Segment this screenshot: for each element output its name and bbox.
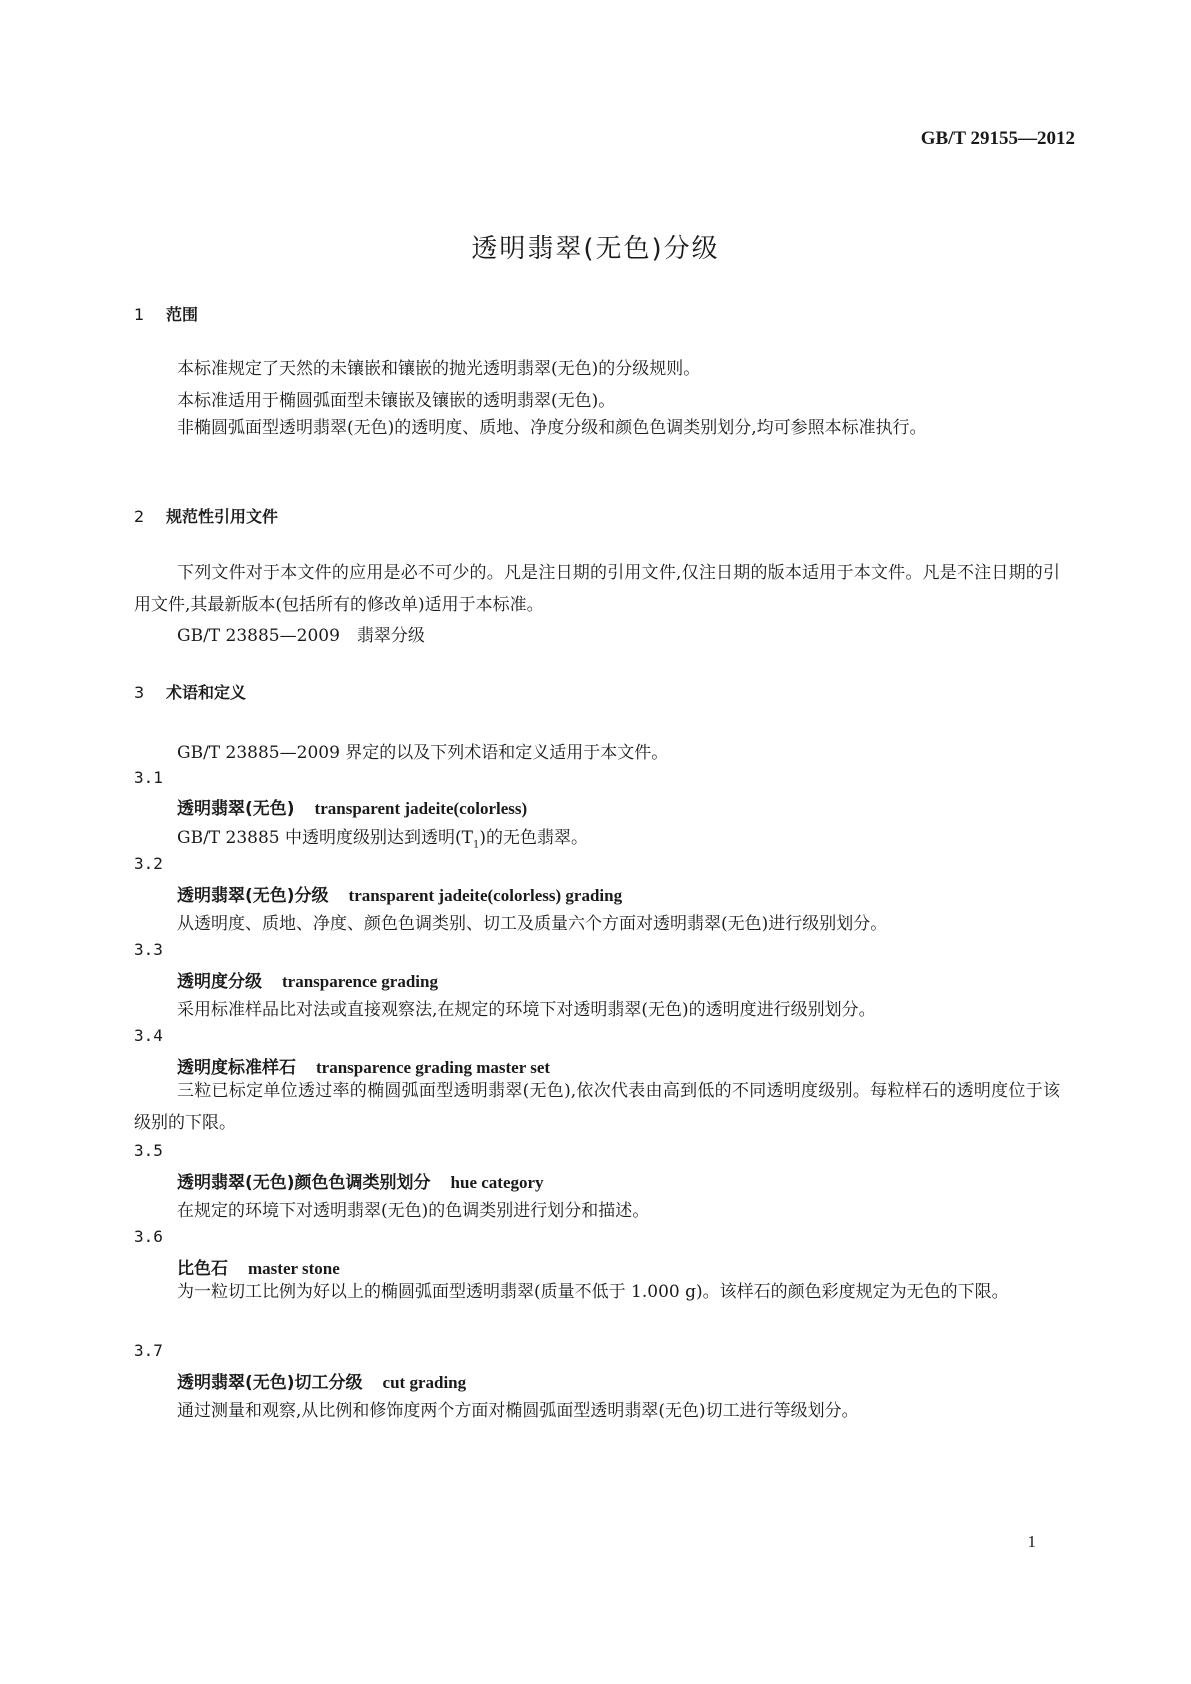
- section-1-heading: [134, 302, 198, 325]
- paragraph: 非椭圆弧面型透明翡翠(无色)的透明度、质地、净度分级和颜色色调类别划分,均可参照本标准执行。: [177, 418, 927, 438]
- section-title: 规范性引用文件: [166, 507, 279, 526]
- term-zh: 透明度分级: [177, 972, 262, 992]
- term-entry: [177, 967, 438, 992]
- term-entry: [177, 881, 622, 906]
- term-definition: 为一粒切工比例为好以上的椭圆弧面型透明翡翠(质量不低于 1.000 g)。该样石的颜色彩度规定为无色的下限。: [177, 1282, 1009, 1302]
- term-en: hue category: [450, 1173, 544, 1192]
- term-entry: [177, 1168, 544, 1193]
- term-en: transparent jadeite(colorless) grading: [348, 886, 623, 905]
- clause-number: 3.3: [134, 940, 163, 959]
- section-2-heading: [134, 504, 278, 527]
- section-number: 1: [134, 305, 145, 324]
- term-definition: 采用标准样品比对法或直接观察法,在规定的环境下对透明翡翠(无色)的透明度进行级别划分。: [177, 1000, 876, 1020]
- section-title: 范围: [166, 305, 199, 324]
- term-en: transparence grading master set: [316, 1058, 551, 1077]
- document-title: 透明翡翠(无色)分级: [471, 234, 720, 264]
- normative-reference: GB/T 23885—2009 翡翠分级: [177, 626, 425, 646]
- term-en: master stone: [248, 1259, 340, 1278]
- term-en: cut grading: [382, 1373, 467, 1392]
- section-intro: GB/T 23885—2009 界定的以及下列术语和定义适用于本文件。: [177, 743, 669, 763]
- paragraph: 本标准适用于椭圆弧面型未镶嵌及镶嵌的透明翡翠(无色)。: [177, 391, 616, 411]
- paragraph: 下列文件对于本文件的应用是必不可少的。凡是注日期的引用文件,仅注日期的版本适用于本文件。凡是不注日期的引用文件,其最新版本(包括所有的修改单)适用于本标准。: [134, 563, 1060, 615]
- term-en: transparent jadeite(colorless): [314, 799, 528, 818]
- term-zh: 透明翡翠(无色)切工分级: [177, 1373, 363, 1393]
- clause-number: 3.5: [134, 1141, 163, 1160]
- term-definition: GB/T 23885 中透明度级别达到透明$(T_1)$的无色翡翠。: [177, 828, 589, 851]
- clause-number: 3.4: [134, 1026, 163, 1045]
- term-definition: 通过测量和观察,从比例和修饰度两个方面对椭圆弧面型透明翡翠(无色)切工进行等级划分。: [177, 1401, 859, 1421]
- term-zh: 透明翡翠(无色): [177, 799, 295, 819]
- section-number: 2: [134, 507, 145, 526]
- term-zh: 比色石: [177, 1259, 228, 1279]
- term-definition: 从透明度、质地、净度、颜色色调类别、切工及质量六个方面对透明翡翠(无色)进行级别划分。: [177, 914, 888, 934]
- clause-number: 3.6: [134, 1227, 163, 1246]
- standard-code: GB/T 29155—2012: [920, 128, 1075, 149]
- section-title: 术语和定义: [166, 683, 247, 702]
- section-3-heading: [134, 680, 246, 703]
- clause-number: 3.7: [134, 1341, 163, 1360]
- clause-number: 3.2: [134, 854, 163, 873]
- term-zh: 透明翡翠(无色)颜色色调类别划分: [177, 1173, 431, 1193]
- term-definition: 三粒已标定单位透过率的椭圆弧面型透明翡翠(无色),依次代表由高到低的不同透明度级别。每粒样石的透明度位于该级别的下限。: [134, 1081, 1060, 1133]
- term-entry: [177, 1368, 466, 1393]
- paragraph: 本标准规定了天然的未镶嵌和镶嵌的抛光透明翡翠(无色)的分级规则。: [177, 359, 701, 379]
- term-definition: 在规定的环境下对透明翡翠(无色)的色调类别进行划分和描述。: [177, 1201, 650, 1221]
- term-en: transparence grading: [282, 972, 438, 991]
- section-number: 3: [134, 683, 145, 702]
- clause-number: 3.1: [134, 768, 163, 787]
- term-zh: 透明翡翠(无色)分级: [177, 886, 329, 906]
- page-number: 1: [1027, 1532, 1036, 1551]
- term-entry: [177, 794, 527, 819]
- term-zh: 透明度标准样石: [177, 1058, 296, 1078]
